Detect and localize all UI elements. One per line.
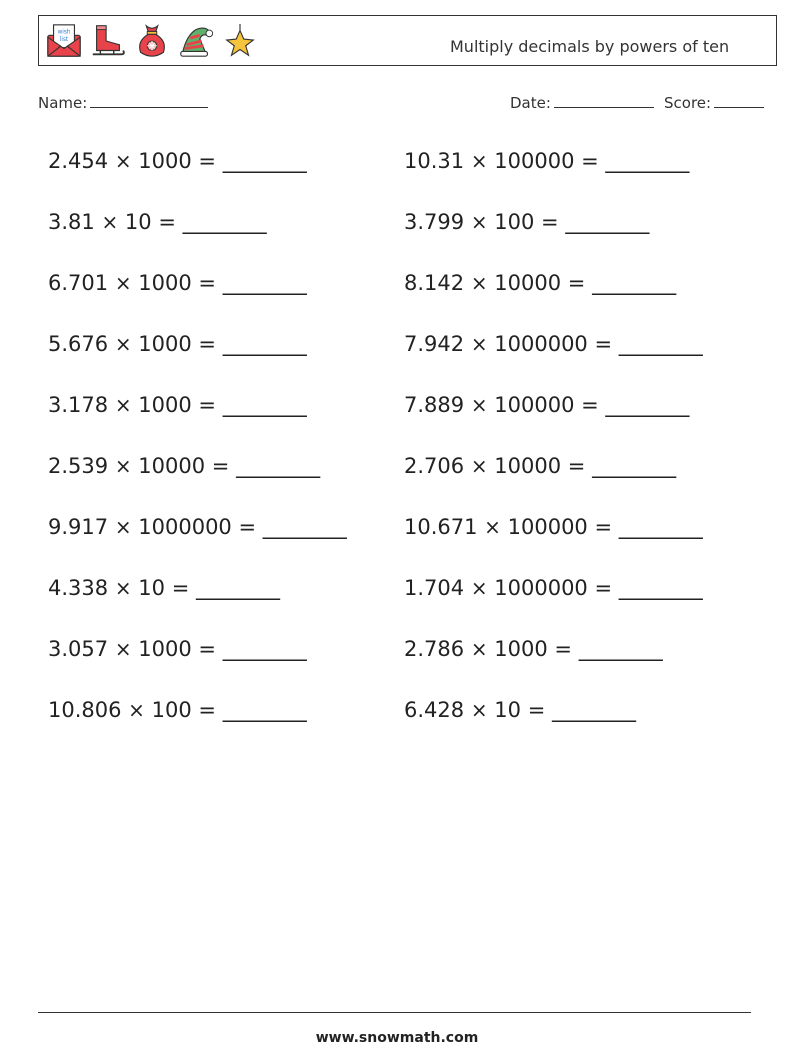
multiplier: 10000 bbox=[494, 454, 562, 478]
problem-right-7 bbox=[404, 515, 703, 539]
equals-symbol: = bbox=[198, 332, 217, 356]
problem-right-2 bbox=[404, 210, 649, 234]
problem-right-1 bbox=[404, 149, 689, 173]
times-symbol: × bbox=[470, 332, 488, 356]
problem-left-1 bbox=[48, 149, 307, 173]
multiplier: 100000 bbox=[494, 393, 575, 417]
name-field bbox=[38, 93, 208, 112]
equals-symbol: = bbox=[198, 698, 217, 722]
answer-blank[interactable]: ________ bbox=[222, 149, 307, 173]
problem-left-3 bbox=[48, 271, 307, 295]
multiplier: 100 bbox=[494, 210, 535, 234]
multiplicand: 2.454 bbox=[48, 149, 109, 173]
name-label: Name: bbox=[38, 94, 88, 112]
problem-right-3 bbox=[404, 271, 676, 295]
multiplicand: 6.428 bbox=[404, 698, 465, 722]
times-symbol: × bbox=[470, 393, 488, 417]
answer-blank[interactable]: ________ bbox=[222, 332, 307, 356]
equals-symbol: = bbox=[567, 454, 586, 478]
problem-left-4 bbox=[48, 332, 307, 356]
problem-left-2 bbox=[48, 210, 267, 234]
times-symbol: × bbox=[470, 454, 488, 478]
problem-right-9 bbox=[404, 637, 663, 661]
equals-symbol: = bbox=[527, 698, 546, 722]
equals-symbol: = bbox=[594, 332, 613, 356]
times-symbol: × bbox=[470, 698, 488, 722]
equals-symbol: = bbox=[198, 149, 217, 173]
answer-blank[interactable]: ________ bbox=[222, 698, 307, 722]
multiplier: 10000 bbox=[494, 271, 562, 295]
equals-symbol: = bbox=[554, 637, 573, 661]
multiplier: 1000 bbox=[138, 637, 192, 661]
page-title: Multiply decimals by powers of ten bbox=[450, 37, 730, 56]
times-symbol: × bbox=[470, 210, 488, 234]
icon-row bbox=[45, 22, 259, 60]
elf-hat-icon bbox=[177, 22, 215, 60]
answer-blank[interactable]: ________ bbox=[618, 332, 703, 356]
multiplicand: 3.799 bbox=[404, 210, 465, 234]
problem-left-10 bbox=[48, 698, 307, 722]
times-symbol: × bbox=[470, 576, 488, 600]
equals-symbol: = bbox=[158, 210, 176, 234]
date-label: Date: bbox=[510, 94, 551, 112]
multiplier: 10000 bbox=[138, 454, 206, 478]
problem-right-4 bbox=[404, 332, 703, 356]
answer-blank[interactable]: ________ bbox=[222, 637, 307, 661]
equals-symbol: = bbox=[198, 271, 217, 295]
problem-right-10 bbox=[404, 698, 636, 722]
answer-blank[interactable]: ________ bbox=[605, 149, 690, 173]
times-symbol: × bbox=[114, 332, 132, 356]
multiplicand: 10.806 bbox=[48, 698, 122, 722]
multiplicand: 7.889 bbox=[404, 393, 465, 417]
times-symbol: × bbox=[484, 515, 501, 539]
multiplier: 1000 bbox=[138, 393, 192, 417]
multiplicand: 10.31 bbox=[404, 149, 465, 173]
multiplicand: 3.81 bbox=[48, 210, 95, 234]
answer-blank[interactable]: ________ bbox=[618, 576, 703, 600]
equals-symbol: = bbox=[211, 454, 230, 478]
multiplicand: 10.671 bbox=[404, 515, 478, 539]
equals-symbol: = bbox=[171, 576, 190, 600]
multiplier: 10 bbox=[138, 576, 165, 600]
footer-url: www.snowmath.com bbox=[315, 1030, 479, 1046]
times-symbol: × bbox=[470, 271, 488, 295]
answer-blank[interactable]: ________ bbox=[195, 576, 280, 600]
multiplicand: 4.338 bbox=[48, 576, 109, 600]
multiplicand: 2.706 bbox=[404, 454, 465, 478]
multiplicand: 2.539 bbox=[48, 454, 109, 478]
multiplicand: 6.701 bbox=[48, 271, 109, 295]
multiplier: 10 bbox=[494, 698, 521, 722]
times-symbol: × bbox=[114, 454, 132, 478]
times-symbol: × bbox=[114, 637, 132, 661]
multiplier: 1000 bbox=[138, 332, 192, 356]
multiplier: 1000000 bbox=[138, 515, 232, 539]
multiplier: 1000 bbox=[494, 637, 548, 661]
times-symbol: × bbox=[114, 515, 132, 539]
date-blank[interactable] bbox=[554, 93, 654, 108]
answer-blank[interactable]: ________ bbox=[222, 271, 307, 295]
multiplier: 1000 bbox=[138, 149, 192, 173]
answer-blank[interactable]: ________ bbox=[262, 515, 347, 539]
multiplier: 100 bbox=[151, 698, 192, 722]
name-blank[interactable] bbox=[90, 93, 208, 108]
answer-blank[interactable]: ________ bbox=[578, 637, 663, 661]
times-symbol: × bbox=[470, 149, 488, 173]
multiplicand: 7.942 bbox=[404, 332, 465, 356]
equals-symbol: = bbox=[238, 515, 257, 539]
score-label: Score: bbox=[664, 94, 712, 112]
multiplier: 1000000 bbox=[494, 576, 588, 600]
answer-blank[interactable]: ________ bbox=[222, 393, 307, 417]
list-text: list bbox=[59, 37, 69, 43]
problem-left-5 bbox=[48, 393, 307, 417]
multiplier: 100000 bbox=[507, 515, 588, 539]
header-box bbox=[38, 15, 777, 66]
times-symbol: × bbox=[101, 210, 119, 234]
equals-symbol: = bbox=[594, 515, 613, 539]
problem-right-8 bbox=[404, 576, 703, 600]
problem-left-9 bbox=[48, 637, 307, 661]
equals-symbol: = bbox=[581, 393, 599, 417]
times-symbol: × bbox=[114, 271, 132, 295]
answer-blank[interactable]: ________ bbox=[592, 454, 677, 478]
equals-symbol: = bbox=[541, 210, 559, 234]
gift-sack-icon bbox=[133, 22, 171, 60]
score-blank[interactable] bbox=[714, 93, 764, 108]
multiplier: 10 bbox=[124, 210, 152, 234]
answer-blank[interactable]: ________ bbox=[551, 698, 636, 722]
problem-right-5 bbox=[404, 393, 689, 417]
wish-text: wish bbox=[57, 29, 71, 36]
equals-symbol: = bbox=[567, 271, 586, 295]
multiplier: 1000 bbox=[138, 271, 192, 295]
ice-skate-icon bbox=[89, 22, 127, 60]
date-field bbox=[510, 93, 654, 112]
equals-symbol: = bbox=[198, 393, 217, 417]
problem-left-8 bbox=[48, 576, 280, 600]
equals-symbol: = bbox=[198, 637, 217, 661]
problem-right-6 bbox=[404, 454, 676, 478]
multiplicand: 1.704 bbox=[404, 576, 465, 600]
answer-blank[interactable]: ________ bbox=[182, 210, 267, 234]
equals-symbol: = bbox=[581, 149, 599, 173]
wish-list-envelope-icon bbox=[45, 22, 83, 60]
problem-left-6 bbox=[48, 454, 320, 478]
multiplicand: 2.786 bbox=[404, 637, 465, 661]
multiplier: 1000000 bbox=[494, 332, 588, 356]
problem-left-7 bbox=[48, 515, 347, 539]
answer-blank[interactable]: ________ bbox=[236, 454, 321, 478]
answer-blank[interactable]: ________ bbox=[605, 393, 690, 417]
times-symbol: × bbox=[114, 393, 132, 417]
times-symbol: × bbox=[470, 637, 488, 661]
score-field bbox=[664, 93, 764, 112]
times-symbol: × bbox=[114, 576, 132, 600]
multiplicand: 5.676 bbox=[48, 332, 109, 356]
times-symbol: × bbox=[114, 149, 132, 173]
answer-blank[interactable]: ________ bbox=[565, 210, 650, 234]
star-icon bbox=[221, 22, 259, 60]
answer-blank[interactable]: ________ bbox=[618, 515, 703, 539]
multiplicand: 3.178 bbox=[48, 393, 109, 417]
times-symbol: × bbox=[128, 698, 145, 722]
equals-symbol: = bbox=[594, 576, 613, 600]
multiplicand: 8.142 bbox=[404, 271, 465, 295]
multiplicand: 3.057 bbox=[48, 637, 109, 661]
multiplicand: 9.917 bbox=[48, 515, 109, 539]
multiplier: 100000 bbox=[494, 149, 575, 173]
footer-divider bbox=[38, 1012, 751, 1013]
answer-blank[interactable]: ________ bbox=[592, 271, 677, 295]
